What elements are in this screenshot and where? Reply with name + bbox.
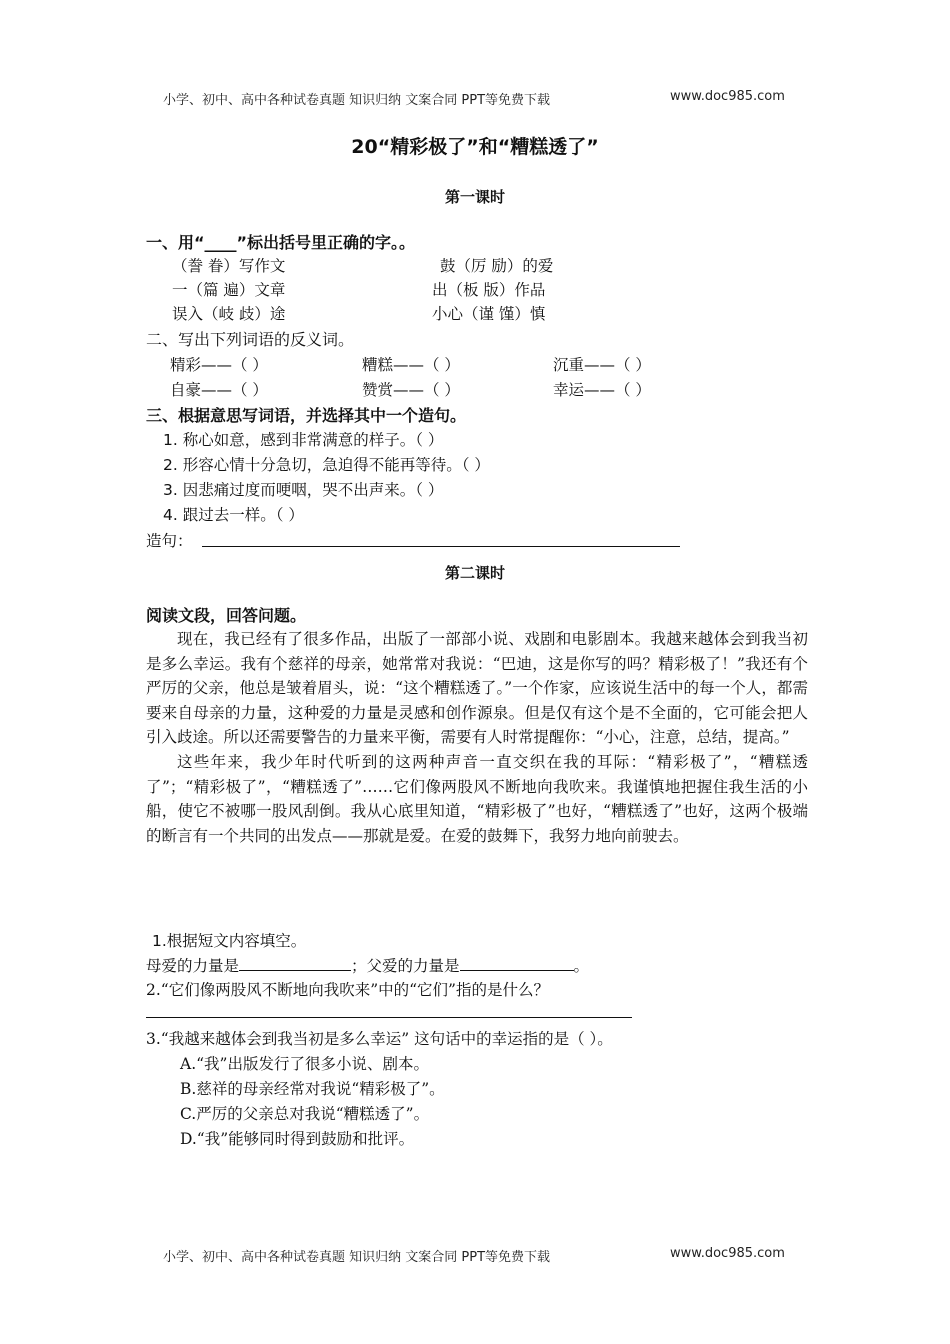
antonym-item: 赞赏——（ ） [362,381,460,399]
section1-item: 误入（岐 歧）途 [172,305,286,323]
reading-passage [146,627,808,848]
q3-option-b: B.慈祥的母亲经常对我说“精彩极了”。 [180,1080,445,1098]
antonym-item: 自豪——（ ） [170,381,268,399]
section3-item: 2. 形容心情十分急切，急迫得不能再等待。（ ） [163,456,490,474]
reading-instruction: 阅读文段，回答问题。 [146,606,307,625]
section2-title: 二、写出下列词语的反义词。 [146,330,355,349]
q1-end: 。 [573,957,590,975]
section1-item: （誊 眷）写作文 [172,257,286,275]
lesson2-heading: 第二课时 [444,564,505,582]
passage-paragraph-1: 现在，我已经有了很多作品，出版了一部部小说、戏剧和电影剧本。我越来越体会到我当初是多么幸运。我有个慈祥的母亲，她常常对我说：“巴迪，这是你写的吗？精彩极了！”我还有个严厉的父亲，他总是皱着眉头，说：“这个糟糕透了。”一个作家，应该说生活中的每一个人，都需要来自母亲的力量，这种爱的力量是灵感和创作源泉。但是仅有这个是不全面的，它可能会把人引入歧途。所以还需要警告的力量来平衡，需要有人时常提醒你：“小心，注意，总结，提高。” [146,630,808,747]
sentence-answer-line[interactable] [202,546,680,547]
q3-option-d: D.“我”能够同时得到鼓励和批评。 [180,1130,415,1148]
passage-paragraph-2: 这些年来，我少年时代听到的这两种声音一直交织在我的耳际：“精彩极了”，“糟糕透了”；“精彩极了”，“糟糕透了”……它们像两股风不断地向我吹来。我谨慎地把握住我生活的小船，使它不被哪一股风刮倒。我从心底里知道，“精彩极了”也好，“糟糕透了”也好，这两个极端的断言有一个共同的出发点——那就是爱。在爱的鼓舞下，我努力地向前驶去。 [146,752,808,845]
q1-father-blank[interactable] [460,956,574,971]
section1-title: 一、用“____”标出括号里正确的字。。 [146,233,416,252]
section3-item: 4. 跟过去一样。（ ） [163,506,304,524]
sentence-label: 造句： [146,532,193,550]
antonym-item: 幸运——（ ） [553,381,651,399]
q3-option-c: C.严厉的父亲总对我说“糟糕透了”。 [180,1105,430,1123]
section3-item: 1. 称心如意，感到非常满意的样子。（ ） [163,431,444,449]
page-header-text: 小学、初中、高中各种试卷真题 知识归纳 文案合同 PPT等免费下载 [163,93,551,108]
page-footer-site: www.doc985.com [670,1246,785,1261]
page-title: 20“精彩极了”和“糟糕透了” [351,136,599,158]
page-footer-text: 小学、初中、高中各种试卷真题 知识归纳 文案合同 PPT等免费下载 [163,1250,551,1265]
q2-text: 2.“它们像两股风不断地向我吹来”中的“它们”指的是什么？ [146,981,549,999]
section1-item: 小心（谨 馑）慎 [432,305,546,323]
q2-answer-line[interactable] [146,1017,632,1018]
antonym-item: 沉重——（ ） [553,356,651,374]
q1-mother-label: 母爱的力量是 [146,957,240,975]
q1-label: 1.根据短文内容填空。 [152,932,307,950]
page-header-site: www.doc985.com [670,89,785,104]
q1-fill-row [146,954,589,976]
section3-title: 三、根据意思写词语，并选择其中一个造句。 [146,406,467,425]
section1-item: 一（篇 遍）文章 [172,281,286,299]
q3-option-a: A.“我”出版发行了很多小说、剧本。 [180,1055,429,1073]
q1-father-label: ；父爱的力量是 [351,957,460,975]
section1-item: 鼓（厉 励）的爱 [440,257,554,275]
antonym-item: 糟糕——（ ） [362,356,460,374]
section3-item: 3. 因悲痛过度而哽咽，哭不出声来。（ ） [163,481,444,499]
q3-stem: 3.“我越来越体会到我当初是多么幸运” 这句话中的幸运指的是（ ）。 [146,1030,613,1048]
section1-item: 出（板 版）作品 [432,281,546,299]
antonym-item: 精彩——（ ） [170,356,268,374]
lesson1-heading: 第一课时 [444,188,505,206]
q1-mother-blank[interactable] [239,956,351,971]
